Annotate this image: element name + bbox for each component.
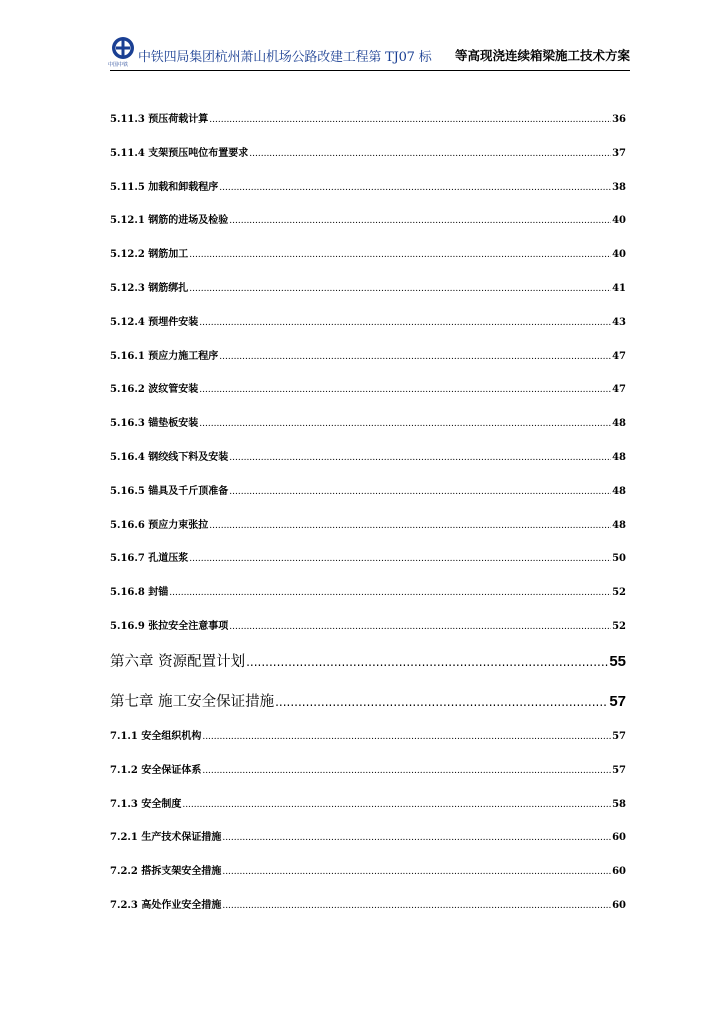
toc-entry-title: 5.12.2 钢筋加工 xyxy=(110,249,189,261)
toc-entry[interactable] xyxy=(110,448,626,464)
toc-leader-dots xyxy=(275,695,608,709)
toc-page-number: 48 xyxy=(612,418,626,430)
toc-page-number: 47 xyxy=(612,384,626,396)
toc-leader-dots xyxy=(222,833,611,844)
toc-page-number: 48 xyxy=(612,519,626,531)
toc-leader-dots xyxy=(249,149,611,160)
toc-page-number: 57 xyxy=(612,731,626,742)
toc-leader-dots xyxy=(222,867,611,878)
toc-entry[interactable] xyxy=(110,414,626,430)
toc-entry-title: 5.12.3 钢筋绑扎 xyxy=(110,283,189,294)
toc-entry[interactable] xyxy=(110,516,626,532)
toc-leader-dots xyxy=(189,554,611,565)
toc-entry[interactable] xyxy=(110,110,626,126)
toc-entry-title: 5.12.4 预埋件安装 xyxy=(110,316,199,328)
toc-page-number: 48 xyxy=(612,485,626,497)
toc-page-number: 37 xyxy=(612,147,626,159)
toc-chapter-entry[interactable] xyxy=(110,690,626,711)
toc-entry-title: 5.16.7 孔道压浆 xyxy=(110,553,189,565)
toc-entry[interactable] xyxy=(110,211,626,227)
toc-page-number: 57 xyxy=(612,764,626,776)
toc-leader-dots xyxy=(189,284,611,295)
toc-entry[interactable] xyxy=(110,583,626,599)
toc-entry[interactable] xyxy=(110,279,626,295)
toc-leader-dots xyxy=(189,250,611,261)
toc-entry-title: 5.16.8 封锚 xyxy=(110,587,169,599)
logo-caption: 中国中铁 xyxy=(108,62,129,68)
company-logo-icon xyxy=(110,36,136,62)
toc-entry-title: 5.12.1 钢筋的进场及检验 xyxy=(110,215,229,227)
toc-leader-dots xyxy=(199,385,611,396)
toc-entry[interactable] xyxy=(110,617,626,633)
toc-entry[interactable] xyxy=(110,380,626,396)
toc-entry[interactable] xyxy=(110,347,626,363)
toc-leader-dots xyxy=(209,521,611,532)
toc-page-number: 40 xyxy=(612,215,626,227)
toc-page-number: 48 xyxy=(612,452,626,463)
toc-leader-dots xyxy=(222,901,611,912)
toc-entry[interactable] xyxy=(110,144,626,160)
toc-entry-title: 7.1.1 安全组织机构 xyxy=(110,731,202,742)
toc-entry-title: 7.1.2 安全保证体系 xyxy=(110,764,202,776)
header-project-title: 中铁四局集团杭州萧山机场公路改建工程第 TJ07 标 xyxy=(138,50,432,65)
toc-leader-dots xyxy=(219,352,611,363)
toc-entry-title: 5.16.2 波纹管安装 xyxy=(110,384,199,396)
toc-leader-dots xyxy=(182,800,611,811)
toc-entry-title: 5.16.5 锚具及千斤顶准备 xyxy=(110,485,229,497)
toc-entry[interactable] xyxy=(110,761,626,777)
toc-page-number: 58 xyxy=(612,798,626,810)
toc-leader-dots xyxy=(169,588,611,599)
toc-entry-title: 第七章 施工安全保证措施 xyxy=(110,694,275,710)
toc-leader-dots xyxy=(229,487,611,498)
toc-entry-title: 5.16.3 锚垫板安装 xyxy=(110,418,199,430)
toc-page-number: 41 xyxy=(612,283,626,294)
toc-page-number: 52 xyxy=(612,621,626,632)
toc-page-number: 36 xyxy=(612,114,626,125)
toc-page-number: 60 xyxy=(612,900,626,911)
toc-page-number: 50 xyxy=(612,553,626,565)
toc-leader-dots xyxy=(202,766,611,777)
toc-leader-dots xyxy=(229,453,611,464)
toc-page-number: 55 xyxy=(609,653,626,670)
toc-page-number: 52 xyxy=(612,587,626,599)
toc-entry[interactable] xyxy=(110,795,626,811)
toc-entry-title: 5.16.9 张拉安全注意事项 xyxy=(110,621,229,632)
toc-page-number: 60 xyxy=(612,866,626,878)
toc-page-number: 60 xyxy=(612,832,626,844)
toc-leader-dots xyxy=(219,183,611,194)
toc-leader-dots xyxy=(229,216,611,227)
toc-entry-title: 7.2.1 生产技术保证措施 xyxy=(110,832,222,844)
toc-entry-title: 第六章 资源配置计划 xyxy=(110,654,246,670)
toc-leader-dots xyxy=(202,732,611,743)
toc-leader-dots xyxy=(229,622,611,633)
toc-entry-title: 7.1.3 安全制度 xyxy=(110,798,182,810)
toc-entry-title: 5.11.4 支架预压吨位布置要求 xyxy=(110,147,249,159)
toc-entry[interactable] xyxy=(110,896,626,912)
toc-entry[interactable] xyxy=(110,313,626,329)
toc-entry-title: 5.11.3 预压荷载计算 xyxy=(110,114,209,125)
toc-entry-title: 7.2.3 高处作业安全措施 xyxy=(110,900,222,911)
toc-chapter-entry[interactable] xyxy=(110,650,626,671)
toc-entry[interactable] xyxy=(110,828,626,844)
toc-entry[interactable] xyxy=(110,178,626,194)
toc-entry[interactable] xyxy=(110,482,626,498)
header-document-title: 等高现浇连续箱梁施工技术方案 xyxy=(454,48,630,63)
toc-entry-title: 5.16.6 预应力束张拉 xyxy=(110,519,209,531)
toc-page-number: 47 xyxy=(612,350,626,362)
toc-page-number: 38 xyxy=(612,181,626,193)
toc-entry[interactable] xyxy=(110,549,626,565)
toc-entry[interactable] xyxy=(110,245,626,261)
toc-leader-dots xyxy=(209,115,611,126)
toc-leader-dots xyxy=(199,419,611,430)
toc-page-number: 43 xyxy=(612,316,626,328)
page-header xyxy=(110,36,630,71)
toc-page-number: 57 xyxy=(609,693,626,710)
toc-entry[interactable] xyxy=(110,727,626,743)
toc-entry-title: 7.2.2 搭拆支架安全措施 xyxy=(110,866,222,878)
toc-entry-title: 5.16.4 钢绞线下料及安装 xyxy=(110,452,229,463)
toc-entry[interactable] xyxy=(110,862,626,878)
toc-leader-dots xyxy=(246,655,608,669)
toc-entry-title: 5.11.5 加载和卸载程序 xyxy=(110,181,219,193)
toc-leader-dots xyxy=(199,318,611,329)
toc-entry-title: 5.16.1 预应力施工程序 xyxy=(110,350,219,362)
toc-page-number: 40 xyxy=(612,249,626,261)
